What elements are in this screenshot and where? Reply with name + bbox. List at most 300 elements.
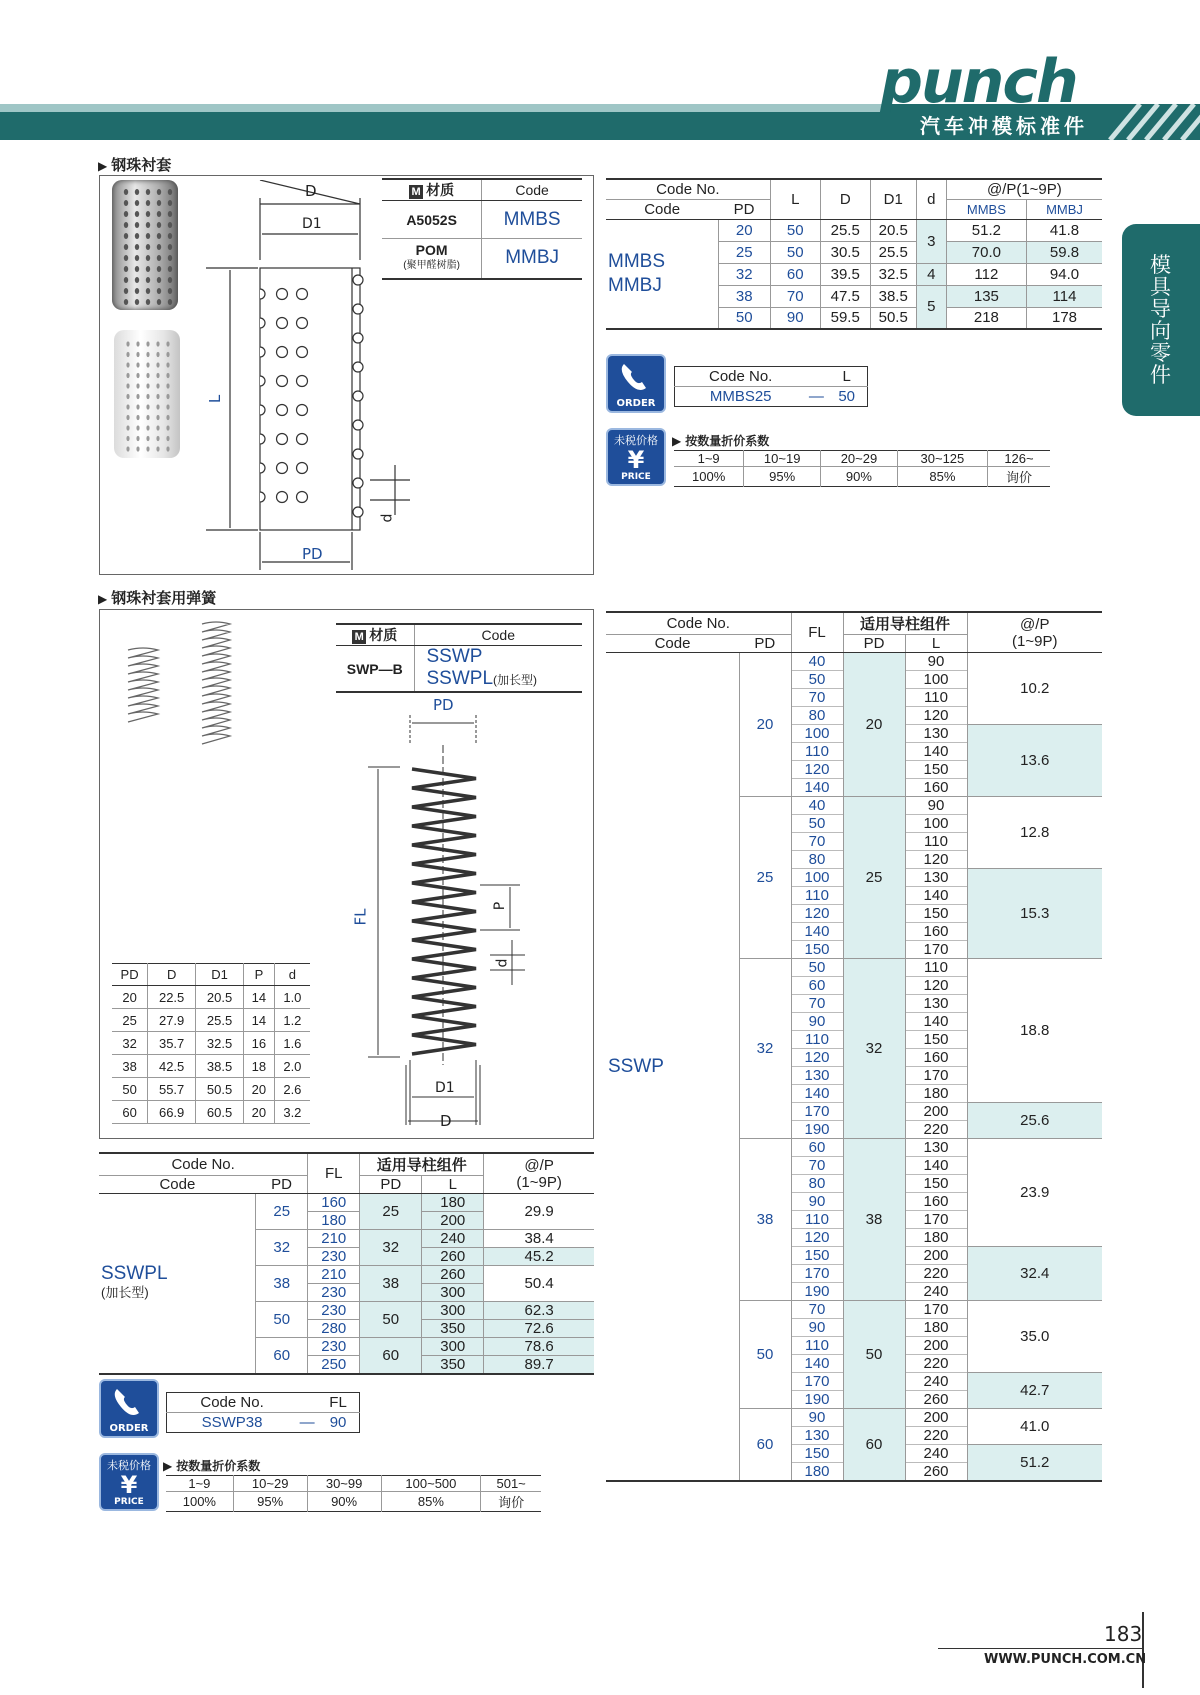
sswp-fl: 40 bbox=[791, 653, 843, 671]
sswp-fl: 110 bbox=[791, 1031, 843, 1049]
sswpl-kit-pd: 50 bbox=[360, 1302, 422, 1338]
dim-cell: 18 bbox=[244, 1055, 275, 1078]
dim-cell: 66.9 bbox=[148, 1101, 196, 1124]
sswpl-price: 78.6 bbox=[484, 1338, 594, 1356]
h-d1: D1 bbox=[870, 179, 916, 219]
order-example-2 bbox=[166, 1392, 360, 1433]
sswp-kit-l: 110 bbox=[905, 833, 967, 851]
sswpl-h-code: Code bbox=[99, 1176, 256, 1194]
sswp-price: 13.6 bbox=[967, 725, 1102, 797]
sswp-kit-l: 200 bbox=[905, 1337, 967, 1355]
sswp-kit-l: 180 bbox=[905, 1229, 967, 1247]
material-icon-2: M bbox=[352, 630, 366, 644]
discount-qty: 100~500 bbox=[381, 1476, 481, 1492]
dim-header: D1 bbox=[196, 964, 244, 986]
table-row bbox=[112, 1101, 310, 1124]
sswpl-h-price: @/P bbox=[524, 1156, 554, 1174]
section2-title: ▶ 钢珠衬套用弹簧 bbox=[98, 587, 216, 608]
dim-header: d bbox=[274, 964, 310, 986]
dim-cell: 14 bbox=[244, 986, 275, 1009]
order-v2: 50 bbox=[838, 388, 856, 405]
yen-icon: ¥ bbox=[627, 446, 645, 474]
dim-header: D bbox=[148, 964, 196, 986]
discount-qty: 1~9 bbox=[674, 451, 744, 467]
footer-vline bbox=[1142, 1612, 1144, 1688]
h-code: Code bbox=[606, 199, 718, 219]
sswp-fl: 90 bbox=[791, 1409, 843, 1427]
sswp-price: 10.2 bbox=[967, 653, 1102, 725]
sswpl-h-pd: PD bbox=[256, 1176, 308, 1194]
sswpl-fl: 230 bbox=[308, 1248, 360, 1266]
dim-cell: 20 bbox=[244, 1078, 275, 1101]
spec-pd: 20 bbox=[718, 219, 770, 241]
sswp-price: 42.7 bbox=[967, 1373, 1102, 1409]
sswp-kit-l: 140 bbox=[905, 887, 967, 905]
spec-price-mmbj: 114 bbox=[1027, 285, 1102, 307]
spec-code bbox=[606, 219, 718, 329]
dim-PD-label: PD bbox=[302, 545, 323, 563]
sswp-table bbox=[606, 611, 1102, 1482]
sswp-fl: 110 bbox=[791, 743, 843, 761]
sswp-pd: 60 bbox=[739, 1409, 791, 1482]
price-badge-top: 未税价格 bbox=[614, 434, 658, 447]
spec-pd: 50 bbox=[718, 307, 770, 329]
sswp-fl: 190 bbox=[791, 1283, 843, 1301]
sswpl-fl: 210 bbox=[308, 1266, 360, 1284]
sswp-price: 23.9 bbox=[967, 1139, 1102, 1247]
sswp-fl: 140 bbox=[791, 779, 843, 797]
sswp-kit-l: 200 bbox=[905, 1247, 967, 1265]
dim-cell: 38 bbox=[112, 1055, 148, 1078]
dim-cell: 16 bbox=[244, 1032, 275, 1055]
dim-cell: 50 bbox=[112, 1078, 148, 1101]
sswpl-pd: 32 bbox=[256, 1230, 308, 1266]
sswpl-code bbox=[99, 1194, 256, 1375]
dim-cell: 2.6 bbox=[274, 1078, 310, 1101]
dim-cell: 42.5 bbox=[148, 1055, 196, 1078]
bushing-dots bbox=[112, 180, 182, 460]
sswp-h-kit: 适用导柱组件 bbox=[843, 612, 967, 635]
dim-header: P bbox=[244, 964, 275, 986]
sswpl-fl: 250 bbox=[308, 1356, 360, 1375]
price-badge-top-2: 未税价格 bbox=[107, 1459, 151, 1472]
sswpl-h-codeno: Code No. bbox=[99, 1153, 308, 1176]
sswp-fl: 100 bbox=[791, 725, 843, 743]
spring-dim-D: D bbox=[440, 1112, 452, 1130]
bushing-spec-table bbox=[606, 178, 1102, 330]
sswp-fl: 140 bbox=[791, 1355, 843, 1373]
sswpl-kit-l: 350 bbox=[422, 1320, 484, 1338]
sswpl-kit-l: 300 bbox=[422, 1302, 484, 1320]
sswpl-table bbox=[99, 1152, 594, 1375]
sswpl-pd: 60 bbox=[256, 1338, 308, 1375]
order2-h1: Code No. bbox=[167, 1393, 298, 1413]
price-badge-bottom-2: PRICE bbox=[114, 1497, 144, 1507]
sswp-price: 35.0 bbox=[967, 1301, 1102, 1373]
sswpl-kit-l: 260 bbox=[422, 1266, 484, 1284]
sswp-h-price2: (1~9P) bbox=[1012, 632, 1058, 650]
sswp-kit-l: 130 bbox=[905, 995, 967, 1013]
sswp-fl: 90 bbox=[791, 1319, 843, 1337]
sswp-fl: 50 bbox=[791, 671, 843, 689]
order2-h2: FL bbox=[317, 1393, 359, 1413]
sswp-fl: 170 bbox=[791, 1265, 843, 1283]
spec-d1: 38.5 bbox=[870, 285, 916, 307]
sswp-fl: 110 bbox=[791, 1211, 843, 1229]
sswp-fl: 150 bbox=[791, 1247, 843, 1265]
table-row bbox=[606, 219, 1102, 241]
material-pom: POM bbox=[415, 242, 448, 259]
phone-icon bbox=[608, 358, 664, 398]
yen-icon-2: ¥ bbox=[120, 1471, 138, 1499]
sswp-kit-l: 100 bbox=[905, 671, 967, 689]
spec-code-mmbs: MMBS bbox=[608, 250, 665, 272]
sswp-kit-pd: 50 bbox=[843, 1301, 905, 1409]
sswp-fl: 80 bbox=[791, 707, 843, 725]
sswp-kit-l: 170 bbox=[905, 1067, 967, 1085]
spec-D: 47.5 bbox=[820, 285, 870, 307]
sswp-price: 25.6 bbox=[967, 1103, 1102, 1139]
discount-table-1 bbox=[674, 450, 1050, 487]
footer-hline bbox=[938, 1648, 1142, 1649]
section1-title: ▶ 钢珠衬套 bbox=[98, 154, 171, 175]
dim-L-label: L bbox=[206, 394, 225, 404]
sswp-fl: 120 bbox=[791, 905, 843, 923]
spec-pd: 32 bbox=[718, 263, 770, 285]
discount-rate: 95% bbox=[744, 467, 821, 487]
spring-dim-FL: FL bbox=[351, 908, 370, 926]
sswp-fl: 100 bbox=[791, 869, 843, 887]
sswpl-kit-pd: 60 bbox=[360, 1338, 422, 1375]
code-mmbs: MMBS bbox=[482, 201, 582, 239]
sswp-kit-l: 220 bbox=[905, 1427, 967, 1445]
h-codeno: Code No. bbox=[656, 180, 720, 198]
dim-cell: 3.2 bbox=[274, 1101, 310, 1124]
sswp-kit-l: 260 bbox=[905, 1391, 967, 1409]
sswp-price: 32.4 bbox=[967, 1247, 1102, 1301]
dim-cell: 27.9 bbox=[148, 1009, 196, 1032]
spec-D: 39.5 bbox=[820, 263, 870, 285]
discount-qty: 1~9 bbox=[166, 1476, 233, 1492]
h-l: L bbox=[770, 179, 820, 219]
spec-D: 59.5 bbox=[820, 307, 870, 329]
material-header: 材质 bbox=[426, 182, 455, 198]
order-v1: MMBS25 bbox=[709, 388, 772, 405]
discount-title-2: ▶ 按数量折价系数 bbox=[163, 1457, 260, 1474]
footer-url: WWW.PUNCH.COM.CN bbox=[984, 1652, 1147, 1667]
sswp-kit-l: 120 bbox=[905, 851, 967, 869]
dim-cell: 55.7 bbox=[148, 1078, 196, 1101]
price-badge-2 bbox=[99, 1453, 159, 1511]
sswp-price: 15.3 bbox=[967, 869, 1102, 959]
sswp-fl: 50 bbox=[791, 959, 843, 977]
h-mmbj: MMBJ bbox=[1027, 199, 1102, 219]
sswp-fl: 70 bbox=[791, 995, 843, 1013]
spec-l: 90 bbox=[770, 307, 820, 329]
spring-dim-D1: D1 bbox=[435, 1080, 455, 1096]
dim-cell: 32 bbox=[112, 1032, 148, 1055]
sswp-pd: 25 bbox=[739, 797, 791, 959]
sswpl-h-kit-pd: PD bbox=[360, 1176, 422, 1194]
material-table-2 bbox=[336, 623, 582, 693]
sswp-kit-l: 240 bbox=[905, 1373, 967, 1391]
sswp-kit-l: 130 bbox=[905, 869, 967, 887]
dim-cell: 35.7 bbox=[148, 1032, 196, 1055]
spec-price-mmbj: 94.0 bbox=[1027, 263, 1102, 285]
sswp-pd: 32 bbox=[739, 959, 791, 1139]
sswp-kit-l: 90 bbox=[905, 797, 967, 815]
code-mmbj: MMBJ bbox=[505, 247, 560, 269]
dim-cell: 22.5 bbox=[148, 986, 196, 1009]
spring-dim-d: d bbox=[494, 958, 511, 968]
discount-qty: 10~29 bbox=[233, 1476, 307, 1492]
spec-D: 30.5 bbox=[820, 241, 870, 263]
sswp-kit-l: 100 bbox=[905, 815, 967, 833]
sswpl-kit-l: 240 bbox=[422, 1230, 484, 1248]
sswp-fl: 80 bbox=[791, 1175, 843, 1193]
spec-price-mmbj: 178 bbox=[1027, 307, 1102, 329]
sswpl-price: 72.6 bbox=[484, 1320, 594, 1338]
brand-logo: punch bbox=[880, 47, 1077, 117]
sswp-price: 18.8 bbox=[967, 959, 1102, 1103]
sswp-fl: 70 bbox=[791, 1157, 843, 1175]
sswpl-code-note: (加长型) bbox=[101, 1285, 149, 1300]
sswp-kit-l: 120 bbox=[905, 707, 967, 725]
code-header: Code bbox=[482, 179, 582, 201]
sswp-kit-l: 110 bbox=[905, 689, 967, 707]
spec-dd: 4 bbox=[916, 263, 946, 285]
material-pom-note: (聚甲醛树脂) bbox=[403, 260, 460, 272]
sswp-kit-l: 140 bbox=[905, 1157, 967, 1175]
spec-price-mmbs: 112 bbox=[946, 263, 1026, 285]
code-header-2: Code bbox=[414, 624, 582, 646]
sswpl-fl: 180 bbox=[308, 1212, 360, 1230]
spec-price-mmbs: 70.0 bbox=[946, 241, 1026, 263]
phone-icon-2 bbox=[101, 1383, 157, 1423]
sswpl-price: 45.2 bbox=[484, 1248, 594, 1266]
dim-cell: 20.5 bbox=[196, 986, 244, 1009]
dim-cell: 60.5 bbox=[196, 1101, 244, 1124]
spec-l: 50 bbox=[770, 219, 820, 241]
spring-dim-P: P bbox=[492, 901, 509, 911]
table-row bbox=[112, 1078, 310, 1101]
discount-rate: 询价 bbox=[481, 1492, 541, 1512]
sswp-kit-pd: 38 bbox=[843, 1139, 905, 1301]
dim-cell: 14 bbox=[244, 1009, 275, 1032]
order-icon-label: ORDER bbox=[616, 398, 656, 409]
page-number: 183 bbox=[1104, 1622, 1143, 1646]
dim-cell: 20 bbox=[112, 986, 148, 1009]
sswp-kit-l: 180 bbox=[905, 1085, 967, 1103]
dim-cell: 25 bbox=[112, 1009, 148, 1032]
sswp-h-pd: PD bbox=[739, 635, 791, 653]
sswp-fl: 110 bbox=[791, 1337, 843, 1355]
discount-rate: 90% bbox=[307, 1492, 381, 1512]
sswp-fl: 130 bbox=[791, 1427, 843, 1445]
material-a5052s: A5052S bbox=[382, 201, 482, 239]
sswpl-h-kit-l: L bbox=[422, 1176, 484, 1194]
spec-d1: 32.5 bbox=[870, 263, 916, 285]
discount-rate: 90% bbox=[821, 467, 898, 487]
sswp-fl: 190 bbox=[791, 1121, 843, 1139]
sswp-kit-l: 110 bbox=[905, 959, 967, 977]
sswp-fl: 40 bbox=[791, 797, 843, 815]
spec-dd: 5 bbox=[916, 285, 946, 329]
sswp-kit-l: 240 bbox=[905, 1445, 967, 1463]
h-dd: d bbox=[916, 179, 946, 219]
sswp-kit-l: 170 bbox=[905, 1211, 967, 1229]
sswp-kit-l: 150 bbox=[905, 1175, 967, 1193]
sswpl-fl: 160 bbox=[308, 1194, 360, 1212]
sswp-kit-l: 260 bbox=[905, 1463, 967, 1482]
spec-l: 70 bbox=[770, 285, 820, 307]
discount-qty: 30~125 bbox=[897, 451, 987, 467]
material-header-2: 材质 bbox=[369, 627, 398, 643]
sswpl-price: 50.4 bbox=[484, 1266, 594, 1302]
sswpl-kit-pd: 32 bbox=[360, 1230, 422, 1266]
discount-rate: 85% bbox=[381, 1492, 481, 1512]
sswp-kit-l: 220 bbox=[905, 1355, 967, 1373]
price-badge bbox=[606, 428, 666, 486]
sswp-fl: 120 bbox=[791, 1049, 843, 1067]
spec-dd: 3 bbox=[916, 219, 946, 263]
dim-D-label: D bbox=[305, 182, 317, 200]
dim-cell: 1.0 bbox=[274, 986, 310, 1009]
sswp-pd: 20 bbox=[739, 653, 791, 797]
sswp-kit-l: 160 bbox=[905, 923, 967, 941]
sswp-kit-l: 160 bbox=[905, 779, 967, 797]
sswpl-price: 89.7 bbox=[484, 1356, 594, 1375]
discount-qty: 20~29 bbox=[821, 451, 898, 467]
sswpl-kit-l: 350 bbox=[422, 1356, 484, 1375]
sswp-fl: 60 bbox=[791, 977, 843, 995]
table-row bbox=[112, 1032, 310, 1055]
sswp-fl: 70 bbox=[791, 1301, 843, 1319]
sswpl-h-fl: FL bbox=[308, 1153, 360, 1194]
spec-price-mmbs: 135 bbox=[946, 285, 1026, 307]
sswp-fl: 50 bbox=[791, 815, 843, 833]
h-price: @/P(1~9P) bbox=[946, 179, 1102, 199]
header-stripes bbox=[1100, 104, 1200, 140]
sswpl-pd: 38 bbox=[256, 1266, 308, 1302]
table-row bbox=[112, 1055, 310, 1078]
discount-qty: 30~99 bbox=[307, 1476, 381, 1492]
order-h1: Code No. bbox=[675, 367, 807, 387]
dim-cell: 38.5 bbox=[196, 1055, 244, 1078]
sswpl-code-name: SSWPL bbox=[101, 1263, 168, 1284]
sswp-fl: 150 bbox=[791, 1445, 843, 1463]
sswp-fl: 70 bbox=[791, 689, 843, 707]
sswp-pd: 50 bbox=[739, 1301, 791, 1409]
material-icon: M bbox=[409, 185, 423, 199]
dim-cell: 20 bbox=[244, 1101, 275, 1124]
sswp-code: SSWP bbox=[608, 1055, 664, 1077]
order2-v1: SSWP38 bbox=[201, 1414, 263, 1431]
sswpl-fl: 230 bbox=[308, 1284, 360, 1302]
discount-title: ▶ 按数量折价系数 bbox=[672, 432, 769, 449]
material-swp: SWP—B bbox=[336, 646, 414, 693]
sswp-kit-l: 160 bbox=[905, 1193, 967, 1211]
h-pd: PD bbox=[718, 199, 770, 219]
sswp-fl: 90 bbox=[791, 1193, 843, 1211]
dim-cell: 1.6 bbox=[274, 1032, 310, 1055]
sswpl-fl: 210 bbox=[308, 1230, 360, 1248]
spec-l: 60 bbox=[770, 263, 820, 285]
discount-qty: 501~ bbox=[481, 1476, 541, 1492]
sswp-fl: 180 bbox=[791, 1463, 843, 1482]
sswp-kit-l: 130 bbox=[905, 725, 967, 743]
sswp-fl: 140 bbox=[791, 1085, 843, 1103]
spec-price-mmbj: 59.8 bbox=[1027, 241, 1102, 263]
sswpl-fl: 230 bbox=[308, 1338, 360, 1356]
h-mmbs: MMBS bbox=[946, 199, 1026, 219]
discount-rate: 95% bbox=[233, 1492, 307, 1512]
bushing-drawing bbox=[200, 180, 410, 570]
sswpl-pd: 50 bbox=[256, 1302, 308, 1338]
sswp-kit-l: 130 bbox=[905, 1139, 967, 1157]
spec-price-mmbj: 41.8 bbox=[1027, 219, 1102, 241]
header-light-band bbox=[0, 104, 890, 112]
sswp-kit-l: 170 bbox=[905, 941, 967, 959]
spring-sketch bbox=[120, 620, 250, 760]
sswp-fl: 110 bbox=[791, 887, 843, 905]
code-sswpl: SSWPL bbox=[426, 668, 494, 689]
discount-rate: 100% bbox=[692, 469, 726, 484]
sswp-h-fl: FL bbox=[791, 612, 843, 653]
discount-qty: 10~19 bbox=[744, 451, 821, 467]
sswp-fl: 140 bbox=[791, 923, 843, 941]
table-row bbox=[112, 986, 310, 1009]
sswp-kit-l: 180 bbox=[905, 1319, 967, 1337]
spec-d1: 25.5 bbox=[870, 241, 916, 263]
dim-cell: 60 bbox=[112, 1101, 148, 1124]
sswp-price: 51.2 bbox=[967, 1445, 1102, 1482]
sswpl-h-kit: 适用导柱组件 bbox=[360, 1153, 484, 1176]
order-icon-2 bbox=[99, 1379, 159, 1438]
table-row bbox=[99, 1194, 594, 1212]
order-icon bbox=[606, 354, 666, 413]
sswp-fl: 170 bbox=[791, 1373, 843, 1391]
sswp-h-kit-pd: PD bbox=[843, 635, 905, 653]
dim-cell: 32.5 bbox=[196, 1032, 244, 1055]
spring-dim-table bbox=[112, 963, 310, 1124]
table-row bbox=[112, 1009, 310, 1032]
sswp-fl: 90 bbox=[791, 1013, 843, 1031]
sswp-kit-pd: 20 bbox=[843, 653, 905, 797]
sswp-kit-l: 120 bbox=[905, 977, 967, 995]
material-table-1 bbox=[382, 178, 582, 280]
sswpl-kit-l: 260 bbox=[422, 1248, 484, 1266]
sswpl-kit-l: 180 bbox=[422, 1194, 484, 1212]
side-tab-label: 模具导向零件 bbox=[1150, 253, 1171, 387]
sswp-kit-l: 220 bbox=[905, 1265, 967, 1283]
spec-price-mmbs: 51.2 bbox=[946, 219, 1026, 241]
sswp-kit-l: 200 bbox=[905, 1409, 967, 1427]
order-h2: L bbox=[826, 367, 867, 387]
spec-code-mmbj: MMBJ bbox=[608, 274, 662, 296]
order-example-1 bbox=[674, 366, 868, 407]
sswp-price: 12.8 bbox=[967, 797, 1102, 869]
dim-d-label: d bbox=[379, 513, 396, 523]
sswpl-price: 62.3 bbox=[484, 1302, 594, 1320]
table-row bbox=[606, 653, 1102, 671]
code-sswp: SSWP bbox=[426, 646, 483, 667]
dim-cell: 50.5 bbox=[196, 1078, 244, 1101]
sswp-fl: 80 bbox=[791, 851, 843, 869]
order-icon-label-2: ORDER bbox=[109, 1423, 149, 1434]
sswp-kit-l: 90 bbox=[905, 653, 967, 671]
sswp-kit-pd: 25 bbox=[843, 797, 905, 959]
